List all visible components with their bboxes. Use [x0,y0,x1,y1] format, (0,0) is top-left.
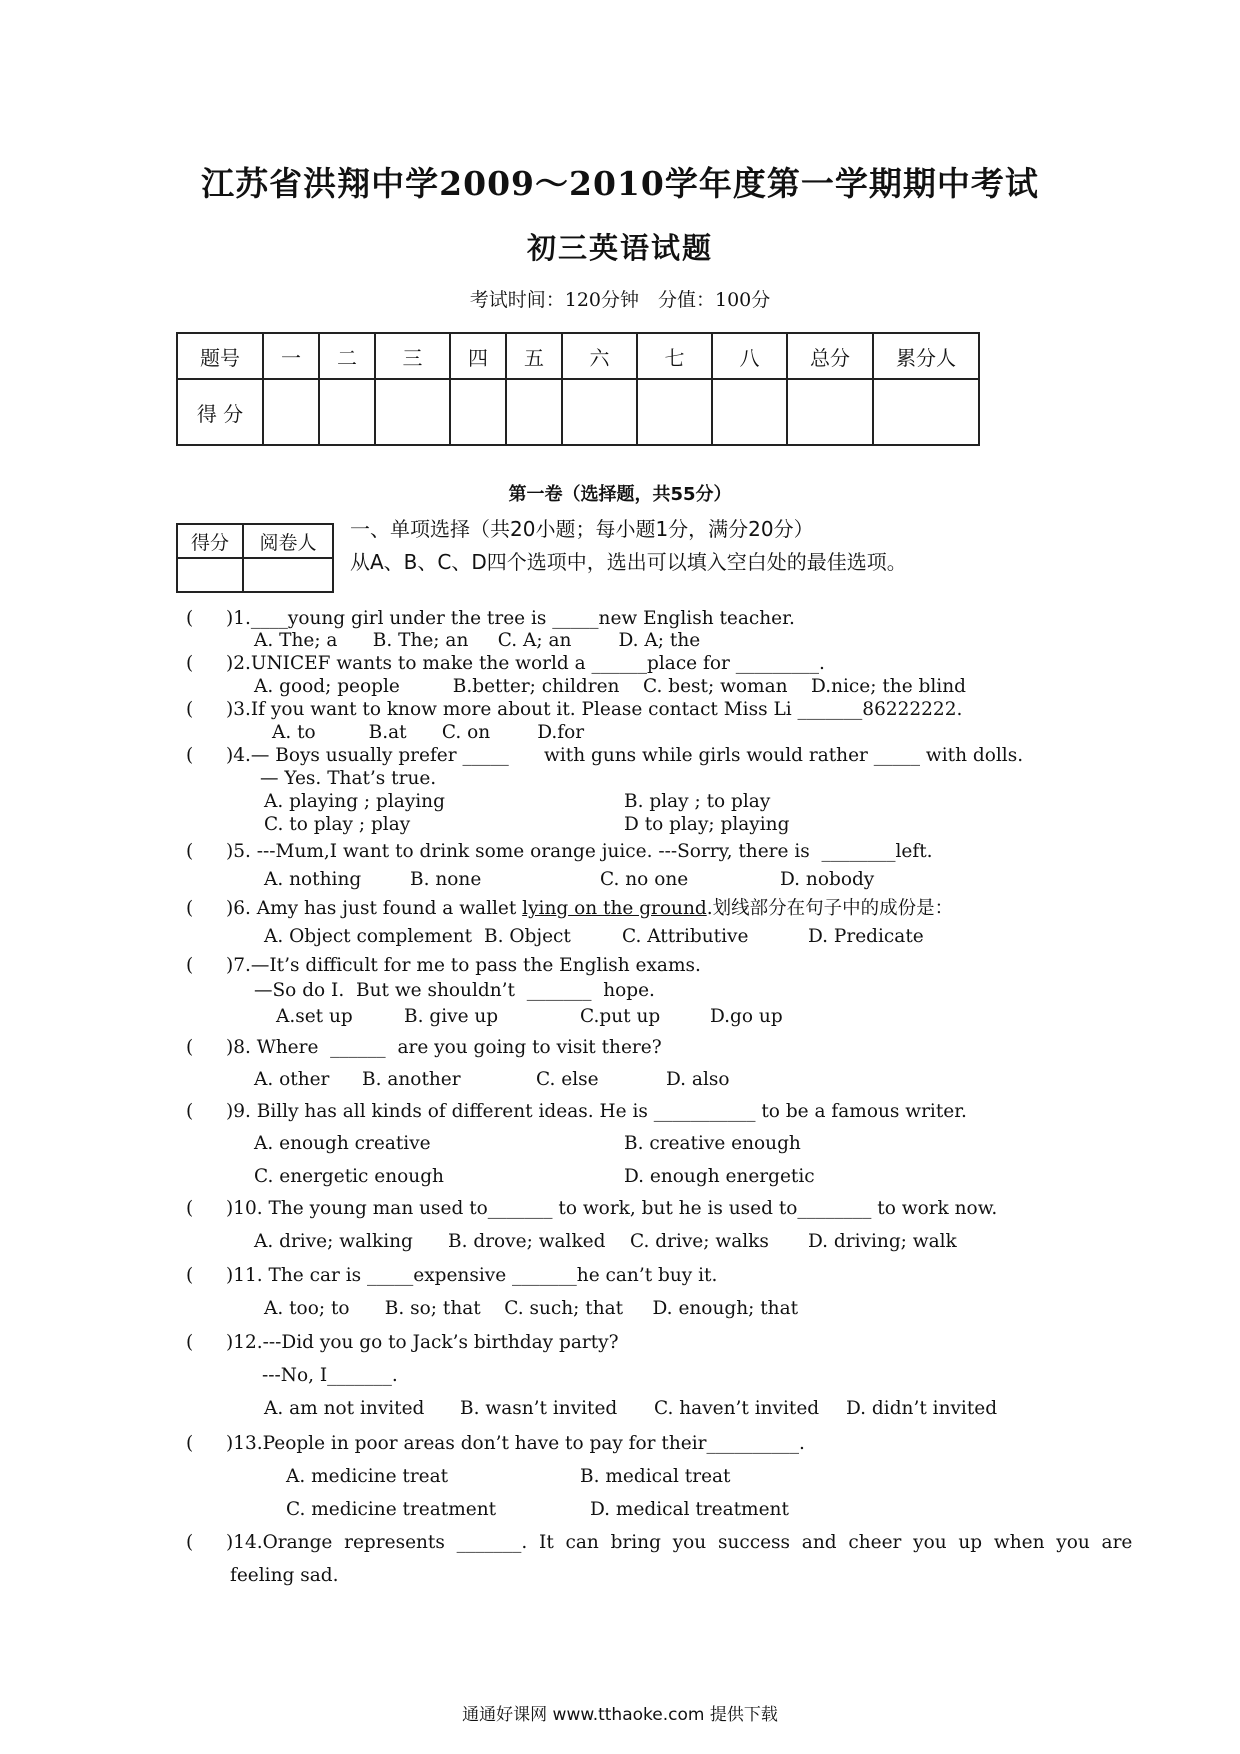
option-c: C.put up [580,1006,661,1027]
option-a: A.set up [276,1006,353,1027]
exam-title: 江苏省洪翔中学2009～2010学年度第一学期期中考试 [201,164,1039,203]
score-blank[interactable] [873,379,979,445]
score-header-row [177,333,979,379]
score-table [176,332,980,446]
answer-paren[interactable]: ( [186,745,194,766]
score-blank[interactable] [319,379,375,445]
option-b: B. medical treat [580,1466,731,1487]
option-d: D. driving; walk [808,1231,957,1252]
stem-part: )6. Amy has just found a wallet [226,898,523,919]
underlined-phrase: lying on the ground [522,898,707,919]
answer-paren[interactable]: ( [186,1265,194,1286]
option-b: B. play ; to play [624,791,771,812]
option-c: C. Attributive [622,926,749,947]
option-c: C. drive; walks [630,1231,769,1252]
score-blank[interactable] [450,379,506,445]
score-cell-6: 六 [562,333,637,379]
section1-heading: 一、单项选择（共20小题；每小题1分，满分20分） [350,517,814,541]
answer-paren[interactable]: ( [186,1101,194,1122]
question-stem: )8. Where ______ are you going to visit there? [226,1037,662,1058]
answer-paren[interactable]: ( [186,608,194,629]
option-a: A. medicine treat [286,1466,449,1487]
question-stem: )13.People in poor areas don’t have to pay for their__________. [226,1433,805,1454]
grader-name-blank[interactable] [243,558,333,592]
score-cell-total: 总分 [787,333,873,379]
score-blank[interactable] [562,379,637,445]
question-reply: — Yes. That’s true. [260,768,437,789]
question-options: A. too; to B. so; that C. such; that D. enough; that [264,1298,799,1319]
answer-paren[interactable]: ( [186,653,194,674]
score-cell-2: 二 [319,333,375,379]
question-stem: )1.____young girl under the tree is _____new English teacher. [226,608,795,629]
score-blank[interactable] [375,379,450,445]
option-c: C. haven’t invited [654,1398,820,1419]
grader-score-label: 得分 [177,524,243,558]
option-d: D. medical treatment [590,1499,789,1520]
option-d: D to play; playing [624,814,790,835]
option-c: C. energetic enough [254,1166,444,1187]
question-reply: ---No, I_______. [262,1365,398,1386]
option-a: A. enough creative [254,1133,431,1154]
question-options: A. to B.at C. on D.for [272,722,585,743]
question-stem: )11. The car is _____expensive _______he can’t buy it. [226,1265,718,1286]
question-stem-continued: feeling sad. [230,1565,339,1586]
part1-title: 第一卷（选择题，共55分） [508,484,732,505]
option-b: B. creative enough [624,1133,801,1154]
score-blank[interactable] [712,379,787,445]
stem-part: .划线部分在句子中的成份是： [706,898,954,919]
answer-paren[interactable]: ( [186,1037,194,1058]
footer-credit: 通通好课网 www.tthaoke.com 提供下载 [462,1705,778,1725]
option-a: A. nothing [264,869,362,890]
score-blank[interactable] [637,379,712,445]
question-stem: )4.— Boys usually prefer _____ with guns while girls would rather _____ with dolls. [226,745,1024,766]
score-cell-1: 一 [263,333,319,379]
question-stem: )12.---Did you go to Jack’s birthday party? [226,1332,619,1353]
option-d: D. also [666,1069,730,1090]
score-cell-scorer: 累分人 [873,333,979,379]
option-b: B. none [410,869,482,890]
option-d: D.go up [710,1006,783,1027]
grader-name-label: 阅卷人 [243,524,333,558]
score-blank[interactable] [263,379,319,445]
answer-paren[interactable]: ( [186,1198,194,1219]
option-a: A. Object complement [264,926,473,947]
question-stem: )14.Orange represents _______. It can bring you success and cheer you up when you are [226,1532,1133,1553]
option-c: C. to play ; play [264,814,411,835]
answer-paren[interactable]: ( [186,898,194,919]
score-cell-3: 三 [375,333,450,379]
answer-paren[interactable]: ( [186,1532,194,1553]
grader-score-blank[interactable] [177,558,243,592]
option-c: C. else [536,1069,599,1090]
question-stem: )2.UNICEF wants to make the world a ______place for _________. [226,653,825,674]
answer-paren[interactable]: ( [186,1332,194,1353]
answer-paren[interactable]: ( [186,841,194,862]
question-stem: )10. The young man used to_______ to work, but he is used to________ to work now. [226,1198,998,1219]
score-cell-8: 八 [712,333,787,379]
grader-table [176,523,334,593]
option-b: B. drove; walked [448,1231,606,1252]
exam-subtitle: 初三英语试题 [526,231,713,265]
question-reply: —So do I. But we shouldn’t _______ hope. [254,980,655,1001]
question-stem: )7.—It’s difficult for me to pass the English exams. [226,955,701,976]
option-d: D. Predicate [808,926,924,947]
option-a: A. am not invited [264,1398,425,1419]
question-stem: )5. ---Mum,I want to drink some orange juice. ---Sorry, there is ________left. [226,841,933,862]
option-d: D. enough energetic [624,1166,815,1187]
option-b: B. give up [404,1006,499,1027]
question-stem [226,898,953,920]
question-options: A. good; people B.better; children C. best; woman D.nice; the blind [254,676,966,697]
option-a: A. playing ; playing [264,791,445,812]
option-b: B. another [362,1069,461,1090]
score-value-row [177,379,979,445]
question-options: A. The; a B. The; an C. A; an D. A; the [254,630,701,651]
section1-instruction: 从A、B、C、D四个选项中，选出可以填入空白处的最佳选项。 [350,550,907,574]
option-b: B. wasn’t invited [460,1398,618,1419]
question-stem: )3.If you want to know more about it. Please contact Miss Li _______86222222. [226,699,963,720]
score-cell-4: 四 [450,333,506,379]
score-blank[interactable] [506,379,562,445]
score-row-label: 得 分 [177,379,263,445]
score-cell-5: 五 [506,333,562,379]
score-cell-label: 题号 [177,333,263,379]
answer-paren[interactable]: ( [186,699,194,720]
option-d: D. nobody [780,869,875,890]
option-c: C. no one [600,869,689,890]
option-c: C. medicine treatment [286,1499,497,1520]
option-b: B. Object [484,926,571,947]
option-a: A. drive; walking [254,1231,413,1252]
answer-paren[interactable]: ( [186,1433,194,1454]
score-cell-7: 七 [637,333,712,379]
answer-paren[interactable]: ( [186,955,194,976]
score-blank[interactable] [787,379,873,445]
question-stem: )9. Billy has all kinds of different ideas. He is ___________ to be a famous writer. [226,1101,967,1122]
option-d: D. didn’t invited [846,1398,998,1419]
exam-info: 考试时间：120分钟 分值：100分 [469,289,771,311]
option-a: A. other [254,1069,330,1090]
